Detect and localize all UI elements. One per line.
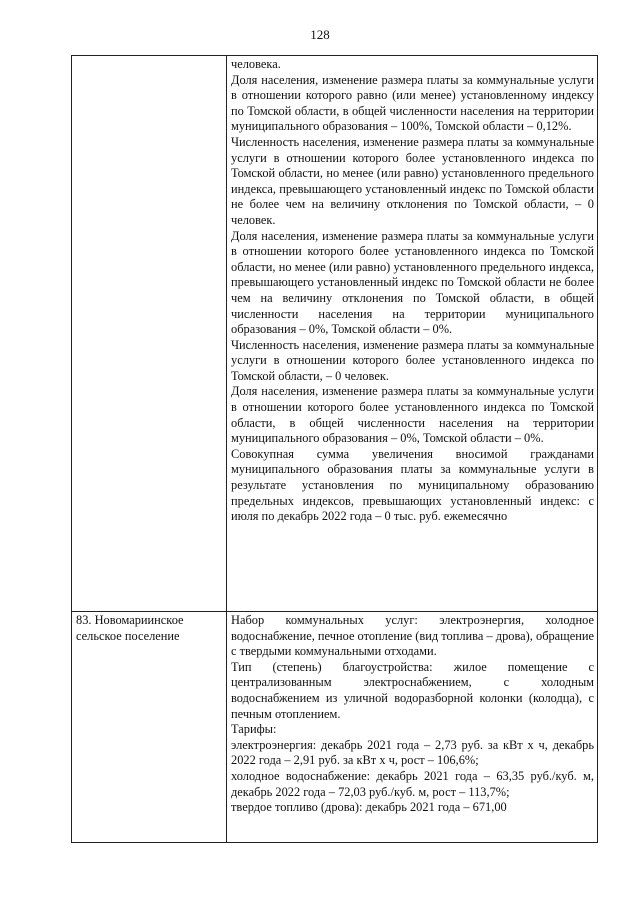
table-row <box>72 612 598 843</box>
municipality-name: 83. Новомариинское сельское поселение <box>76 613 184 643</box>
paragraph: твердое топливо (дрова): декабрь 2021 года – 671,00 <box>231 800 507 815</box>
municipality-name <box>76 57 223 610</box>
page-number: 128 <box>310 27 330 42</box>
indicators-cell <box>227 612 598 843</box>
paragraph: Тип (степень) благоустройства: жилое помещение с централизованным электроснабжением, с холодным водоснабжением из уличной водоразборной колонки (колодца), с печным отоплением. <box>231 659 594 721</box>
paragraph: Набор коммунальных услуг: электроэнергия, холодное водоснабжение, печное отопление (вид топлива – дрова), обращение с твердыми коммунальными отходами. <box>231 613 594 659</box>
paragraph: Доля населения, изменение размера платы за коммунальные услуги в отношении которого более установленного индекса по Томской области, но менее (или равно) установленного предельного индекса, превышающего установленный индекс по Томской области не более чем на величину отклонения по Томской области, в общей численности населения на территории муниципального образования – 0%, Томской области – 0%. <box>231 228 594 337</box>
paragraph: Доля населения, изменение размера платы за коммунальные услуги в отношении которого равно (или менее) установленному индексу по Томской области, в общей численности населения на территории муниципального образования – 100%, Томской области – 0,12%. <box>231 72 594 134</box>
indicators-cell <box>227 56 598 612</box>
paragraph: холодное водоснабжение: декабрь 2021 года – 63,35 руб./куб. м, декабрь 2022 года – 72,03 руб./куб. м, рост – 113,7%; <box>231 768 594 799</box>
table-row <box>72 56 598 612</box>
paragraph: электроэнергия: декабрь 2021 года – 2,73 руб. за кВт х ч, декабрь 2022 года – 2,91 руб. за кВт х ч, рост – 106,6%; <box>231 737 594 768</box>
paragraph: Доля населения, изменение размера платы за коммунальные услуги в отношении которого более установленного индекса по Томской области, в общей численности населения на территории муниципального образования – 0%, Томской области – 0%. <box>231 384 594 446</box>
paragraph: Численность населения, изменение размера платы за коммунальные услуги в отношении которого более установленного индекса по Томской области, но менее (или равно) установленного предельного индекса, превышающего установленный индекс по Томской области не более чем на величину отклонения по Томской области, – 0 человек. <box>231 134 594 227</box>
paragraph: Совокупная сумма увеличения вносимой гражданами муниципального образования платы за коммунальные услуги в результате установления по муниципальному образованию предельных индексов, превышающих установленный индекс: с июля по декабрь 2022 года – 0 тыс. руб. ежемесячно <box>231 446 594 524</box>
municipality-cell <box>72 612 227 843</box>
municipal-utilities-table <box>71 55 598 843</box>
paragraph: Численность населения, изменение размера платы за коммунальные услуги в отношении которого более установленного индекса по Томской области, – 0 человек. <box>231 337 594 383</box>
municipality-cell <box>72 56 227 612</box>
paragraph: Тарифы: <box>231 722 277 737</box>
paragraph: человека. <box>231 57 281 71</box>
